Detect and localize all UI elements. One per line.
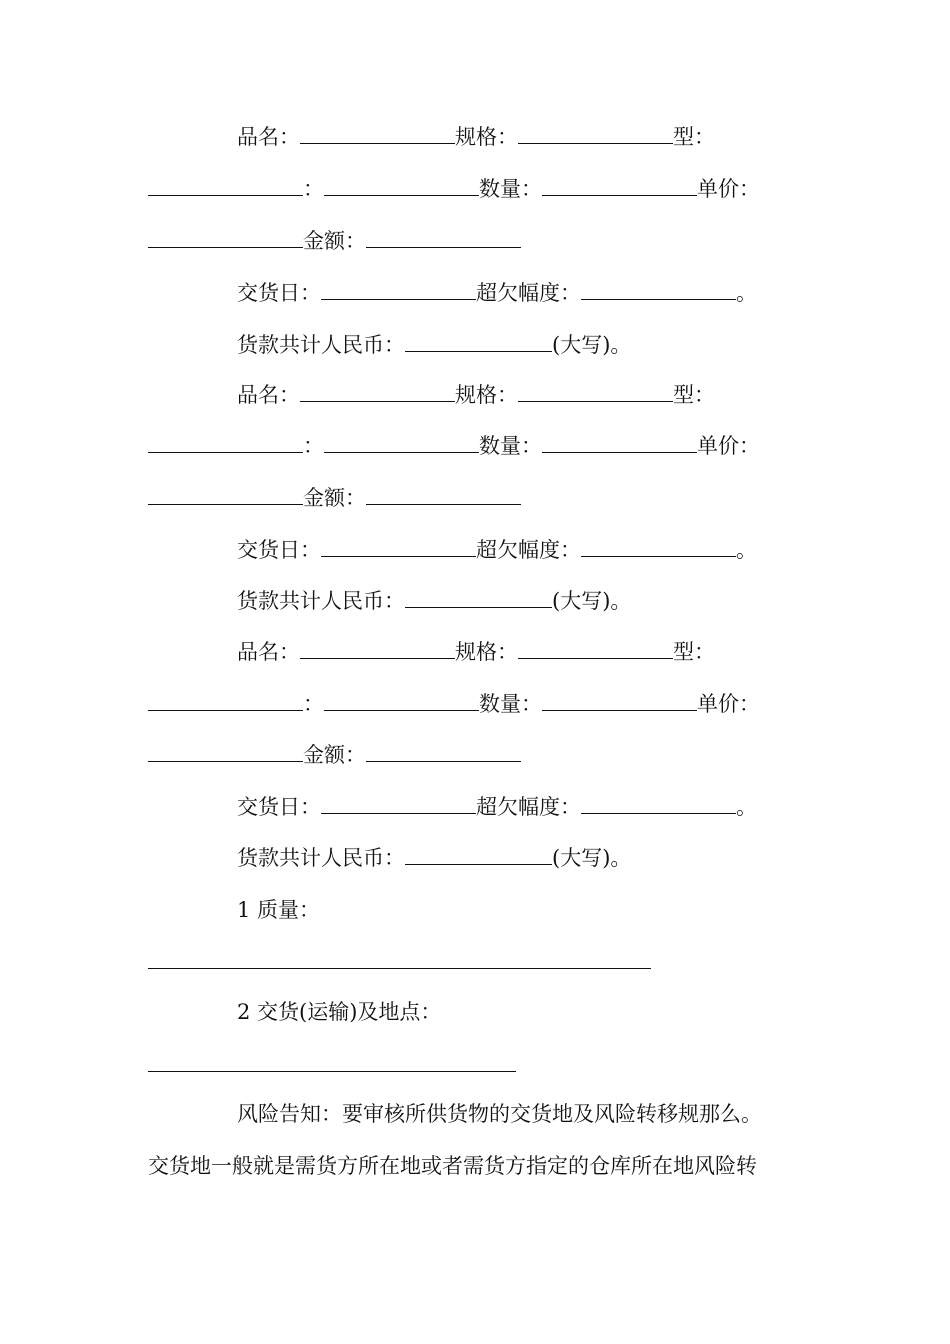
delivery-place-blank-line[interactable] [148, 1071, 516, 1072]
spec-blank[interactable] [518, 123, 673, 144]
delivery-place-heading: 2 交货(运输)及地点： [237, 1000, 442, 1024]
total-suffix: (大写)。 [552, 846, 632, 870]
total-label: 货款共计人民币： [237, 589, 405, 613]
spec-blank[interactable] [518, 638, 673, 659]
item-3-amount-line [148, 740, 808, 770]
end-mark: 。 [736, 281, 757, 305]
unnamed-blank[interactable] [324, 175, 479, 196]
total-blank[interactable] [405, 844, 552, 865]
item-2-name-line [237, 380, 808, 410]
total-suffix: (大写)。 [552, 589, 632, 613]
item-3-name-line [237, 637, 808, 667]
model-label: 型： [673, 640, 715, 664]
end-mark: 。 [736, 795, 757, 819]
unnamed-blank[interactable] [324, 690, 479, 711]
total-blank[interactable] [405, 587, 552, 608]
unit-price-label: 单价： [697, 434, 760, 458]
item-1-amount-line [148, 226, 808, 256]
amount-label: 金额： [303, 743, 366, 767]
amount-label: 金额： [303, 486, 366, 510]
amount-blank[interactable] [366, 741, 521, 762]
item-2-amount-line [148, 483, 808, 513]
unit-price-blank[interactable] [148, 227, 303, 248]
name-blank[interactable] [300, 638, 455, 659]
item-3-delivery-line [237, 792, 808, 822]
delivery-date-blank[interactable] [321, 536, 476, 557]
model-label: 型： [673, 125, 715, 149]
total-blank[interactable] [405, 331, 552, 352]
tolerance-label: 超欠幅度： [476, 281, 581, 305]
amount-blank[interactable] [366, 227, 521, 248]
qty-blank[interactable] [542, 690, 697, 711]
colon: ： [303, 692, 324, 716]
qty-label: 数量： [479, 692, 542, 716]
delivery-date-label: 交货日： [237, 281, 321, 305]
qty-blank[interactable] [542, 432, 697, 453]
delivery-date-blank[interactable] [321, 793, 476, 814]
item-3-qty-line [148, 689, 808, 719]
unnamed-blank[interactable] [324, 432, 479, 453]
tolerance-blank[interactable] [581, 279, 736, 300]
tolerance-label: 超欠幅度： [476, 795, 581, 819]
item-2-qty-line [148, 431, 808, 461]
item-1-delivery-line [237, 278, 808, 308]
delivery-date-blank[interactable] [321, 279, 476, 300]
unit-price-label: 单价： [697, 177, 760, 201]
end-mark: 。 [736, 538, 757, 562]
qty-label: 数量： [479, 434, 542, 458]
unit-price-label: 单价： [697, 692, 760, 716]
item-3-total-line [237, 843, 808, 873]
risk-notice-line-2: 交货地一般就是需货方所在地或者需货方指定的仓库所在地风险转 [148, 1154, 757, 1178]
amount-blank[interactable] [366, 484, 521, 505]
delivery-date-label: 交货日： [237, 795, 321, 819]
item-1-qty-line [148, 174, 808, 204]
tolerance-label: 超欠幅度： [476, 538, 581, 562]
spec-label: 规格： [455, 640, 518, 664]
model-blank[interactable] [148, 690, 303, 711]
name-label: 品名： [237, 383, 300, 407]
unit-price-blank[interactable] [148, 741, 303, 762]
name-label: 品名： [237, 125, 300, 149]
model-label: 型： [673, 383, 715, 407]
item-1-total-line [237, 330, 808, 360]
quality-blank-line[interactable] [148, 968, 651, 969]
tolerance-blank[interactable] [581, 793, 736, 814]
tolerance-blank[interactable] [581, 536, 736, 557]
colon: ： [303, 434, 324, 458]
name-blank[interactable] [300, 123, 455, 144]
delivery-date-label: 交货日： [237, 538, 321, 562]
spec-blank[interactable] [518, 381, 673, 402]
model-blank[interactable] [148, 432, 303, 453]
item-2-total-line [237, 586, 808, 616]
model-blank[interactable] [148, 175, 303, 196]
spec-label: 规格： [455, 383, 518, 407]
qty-label: 数量： [479, 177, 542, 201]
item-2-delivery-line [237, 535, 808, 565]
total-suffix: (大写)。 [552, 333, 632, 357]
item-1-name-line [237, 122, 808, 152]
unit-price-blank[interactable] [148, 484, 303, 505]
amount-label: 金额： [303, 229, 366, 253]
spec-label: 规格： [455, 125, 518, 149]
colon: ： [303, 177, 324, 201]
name-label: 品名： [237, 640, 300, 664]
total-label: 货款共计人民币： [237, 846, 405, 870]
name-blank[interactable] [300, 381, 455, 402]
risk-notice-line-1: 风险告知：要审核所供货物的交货地及风险转移规那么。 [237, 1102, 762, 1126]
quality-heading: 1 质量： [237, 898, 321, 922]
total-label: 货款共计人民币： [237, 333, 405, 357]
qty-blank[interactable] [542, 175, 697, 196]
